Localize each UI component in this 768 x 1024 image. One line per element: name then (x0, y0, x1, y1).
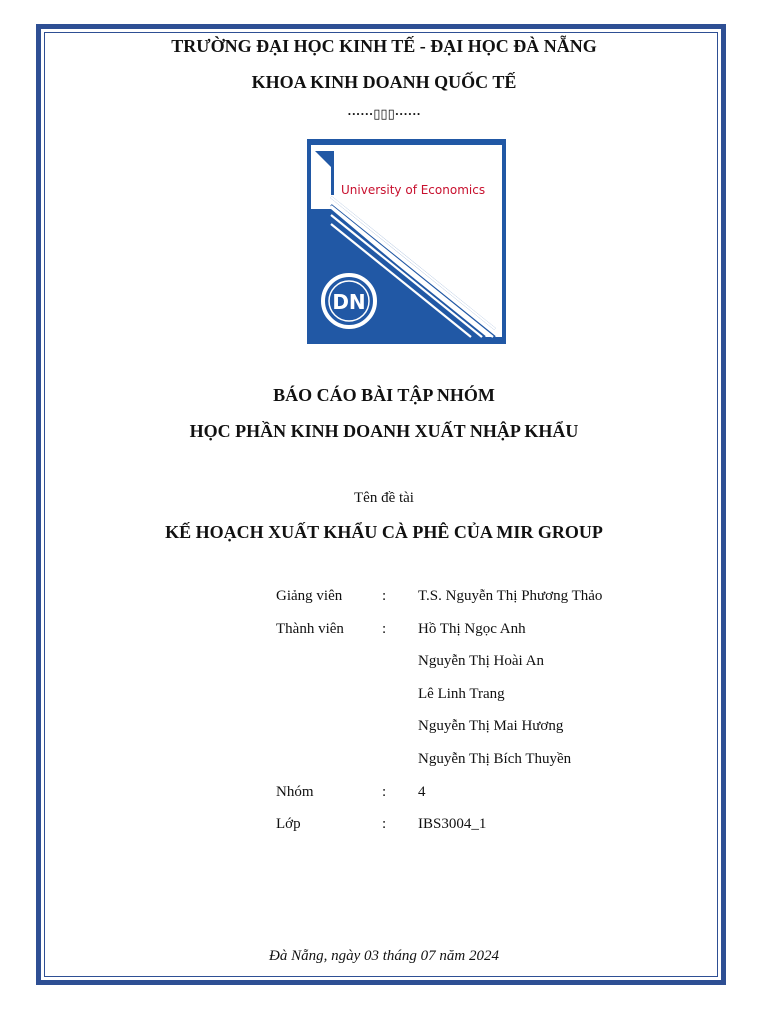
lecturer-label: Giảng viên (276, 588, 343, 604)
class-label: Lớp (276, 816, 301, 833)
report-title: BÁO CÁO BÀI TẬP NHÓM (273, 385, 495, 405)
header-ornament: ······▯▯▯······ (347, 106, 421, 121)
topic-label: Tên đề tài (354, 490, 414, 506)
faculty-name: KHOA KINH DOANH QUỐC TẾ (251, 72, 517, 92)
members-label: Thành viên (276, 620, 344, 637)
member-name: Nguyễn Thị Mai Hương (418, 718, 564, 735)
place-date: Đà Nẵng, ngày 03 tháng 07 năm 2024 (269, 948, 499, 964)
university-logo (307, 139, 506, 344)
separator: : (382, 588, 387, 604)
logo-monogram: DN (332, 290, 366, 314)
member-name: Nguyễn Thị Hoài An (418, 653, 544, 670)
member-name: Lê Linh Trang (418, 685, 505, 702)
separator: : (382, 783, 387, 800)
group-value: 4 (418, 783, 426, 800)
course-title: HỌC PHẦN KINH DOANH XUẤT NHẬP KHẨU (189, 421, 579, 441)
separator: : (382, 816, 387, 833)
member-name: Hồ Thị Ngọc Anh (418, 620, 526, 637)
university-name: TRƯỜNG ĐẠI HỌC KINH TẾ - ĐẠI HỌC ĐÀ NẴNG (171, 36, 597, 56)
separator: : (382, 620, 387, 637)
logo-text: University of Economics (341, 183, 486, 197)
lecturer-value: T.S. Nguyễn Thị Phương Thảo (418, 588, 603, 604)
topic-title: KẾ HOẠCH XUẤT KHẨU CÀ PHÊ CỦA MIR GROUP (165, 522, 603, 542)
class-value: IBS3004_1 (418, 816, 487, 833)
member-name: Nguyễn Thị Bích Thuyền (418, 750, 572, 767)
group-label: Nhóm (276, 783, 314, 800)
